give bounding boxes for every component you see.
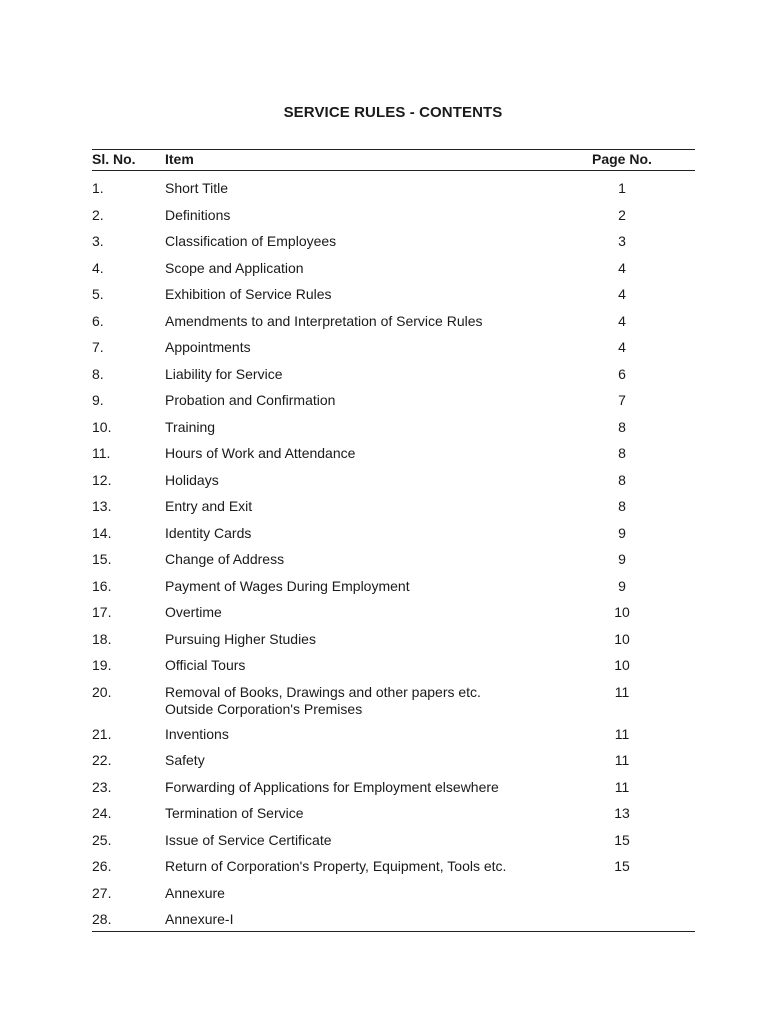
- row-page-no: 10: [614, 604, 630, 620]
- row-page-no: 8: [618, 418, 626, 435]
- row-page-no: 4: [618, 339, 626, 355]
- table-row: [92, 498, 695, 525]
- row-sl-no: 22.: [92, 752, 112, 768]
- row-item: Return of Corporation's Property, Equipment, Tools etc.: [165, 858, 507, 874]
- header-item: Item: [165, 151, 194, 167]
- row-page-no: 8: [618, 498, 626, 514]
- table-row: [92, 286, 695, 313]
- table-row: [92, 207, 695, 234]
- table-row: [92, 233, 695, 260]
- row-item: Probation and Confirmation: [165, 392, 336, 408]
- row-item: Definitions: [165, 206, 231, 223]
- row-page-no: 11: [614, 683, 630, 700]
- table-row: [92, 260, 695, 287]
- row-page-no: 8: [618, 471, 626, 488]
- row-item: Exhibition of Service Rules: [165, 286, 332, 302]
- row-item: Entry and Exit: [165, 498, 253, 514]
- row-item: Annexure: [165, 884, 225, 901]
- row-sl-no: 14.: [92, 524, 112, 541]
- row-sl-no: 23.: [92, 778, 112, 795]
- row-item: Pursuing Higher Studies: [165, 630, 316, 647]
- row-item: Change of Address: [165, 551, 285, 567]
- row-page-no: 15: [614, 831, 630, 848]
- row-item: Liability for Service: [165, 365, 283, 382]
- row-page-no: 4: [618, 286, 626, 302]
- row-page-no: 11: [614, 752, 630, 768]
- row-page-no: 10: [614, 657, 630, 673]
- table-row: [92, 631, 695, 658]
- row-page-no: 2: [618, 206, 626, 223]
- row-item: Short Title: [165, 180, 229, 196]
- table-row: [92, 885, 695, 912]
- table-header-rule: [92, 170, 695, 171]
- row-item: Identity Cards: [165, 524, 252, 541]
- table-row: [92, 779, 695, 806]
- row-sl-no: 9.: [92, 392, 104, 408]
- row-sl-no: 12.: [92, 471, 112, 488]
- table-row: [92, 551, 695, 578]
- row-page-no: 10: [614, 630, 630, 647]
- row-sl-no: 2.: [92, 206, 104, 223]
- row-page-no: 6: [618, 365, 626, 382]
- table-row: [92, 832, 695, 859]
- header-page-no: Page No.: [592, 151, 652, 167]
- row-sl-no: 28.: [92, 911, 112, 927]
- row-sl-no: 27.: [92, 884, 112, 901]
- row-sl-no: 7.: [92, 339, 104, 355]
- table-row: [92, 445, 695, 472]
- row-item: Training: [165, 418, 216, 435]
- row-page-no: 9: [618, 524, 626, 541]
- row-page-no: 7: [618, 392, 626, 408]
- row-page-no: 9: [618, 551, 626, 567]
- table-row: [92, 392, 695, 419]
- table-row: [92, 180, 695, 207]
- row-page-no: 13: [614, 805, 630, 821]
- row-item: Classification of Employees: [165, 233, 337, 249]
- row-page-no: 15: [614, 858, 630, 874]
- table-bottom-rule: [92, 931, 695, 932]
- table-row: [92, 858, 695, 885]
- row-sl-no: 18.: [92, 630, 112, 647]
- row-sl-no: 6.: [92, 312, 104, 329]
- row-sl-no: 5.: [92, 286, 104, 302]
- table-row: [92, 726, 695, 753]
- row-sl-no: 25.: [92, 831, 112, 848]
- row-item: Inventions: [165, 725, 229, 742]
- row-item: Official Tours: [165, 657, 246, 673]
- row-page-no: 4: [618, 259, 626, 276]
- table-row: [92, 339, 695, 366]
- row-item: Removal of Books, Drawings and other papers etc. Outside Corporation's Premises: [165, 683, 481, 717]
- row-item: Overtime: [165, 604, 222, 620]
- row-page-no: 11: [614, 725, 630, 742]
- table-row: [92, 578, 695, 605]
- row-sl-no: 15.: [92, 551, 112, 567]
- row-page-no: 3: [618, 233, 626, 249]
- row-page-no: 11: [614, 778, 630, 795]
- row-page-no: 9: [618, 577, 626, 594]
- table-row: [92, 419, 695, 446]
- table-row: [92, 604, 695, 631]
- row-sl-no: 13.: [92, 498, 112, 514]
- page-title: SERVICE RULES - CONTENTS: [283, 104, 503, 121]
- row-item: Appointments: [165, 339, 251, 355]
- row-page-no: 1: [618, 180, 626, 196]
- table-row: [92, 911, 695, 938]
- row-sl-no: 16.: [92, 577, 112, 594]
- contents-table-body: [92, 180, 695, 938]
- row-sl-no: 20.: [92, 683, 112, 700]
- row-item: Hours of Work and Attendance: [165, 445, 356, 461]
- row-item: Issue of Service Certificate: [165, 831, 332, 848]
- row-item: Payment of Wages During Employment: [165, 577, 410, 594]
- table-row: [92, 366, 695, 393]
- row-sl-no: 19.: [92, 657, 112, 673]
- table-row: [92, 525, 695, 552]
- row-item: Forwarding of Applications for Employment elsewhere: [165, 778, 499, 795]
- table-row: [92, 657, 695, 684]
- row-sl-no: 17.: [92, 604, 112, 620]
- header-sl-no: Sl. No.: [92, 151, 136, 167]
- row-sl-no: 3.: [92, 233, 104, 249]
- row-item: Amendments to and Interpretation of Service Rules: [165, 312, 483, 329]
- row-page-no: 4: [618, 312, 626, 329]
- table-row: [92, 472, 695, 499]
- row-page-no: 8: [618, 445, 626, 461]
- row-item: Termination of Service: [165, 805, 304, 821]
- row-item: Holidays: [165, 471, 219, 488]
- table-row: [92, 313, 695, 340]
- row-sl-no: 10.: [92, 418, 112, 435]
- table-header: [92, 150, 695, 170]
- row-sl-no: 1.: [92, 180, 104, 196]
- row-sl-no: 4.: [92, 259, 104, 276]
- row-sl-no: 8.: [92, 365, 104, 382]
- table-row: [92, 805, 695, 832]
- row-sl-no: 26.: [92, 858, 112, 874]
- row-sl-no: 11.: [92, 445, 111, 461]
- row-sl-no: 24.: [92, 805, 112, 821]
- row-sl-no: 21.: [92, 725, 112, 742]
- table-row: [92, 684, 695, 726]
- table-row: [92, 752, 695, 779]
- row-item: Safety: [165, 752, 205, 768]
- row-item: Scope and Application: [165, 259, 304, 276]
- row-item: Annexure-I: [165, 911, 234, 927]
